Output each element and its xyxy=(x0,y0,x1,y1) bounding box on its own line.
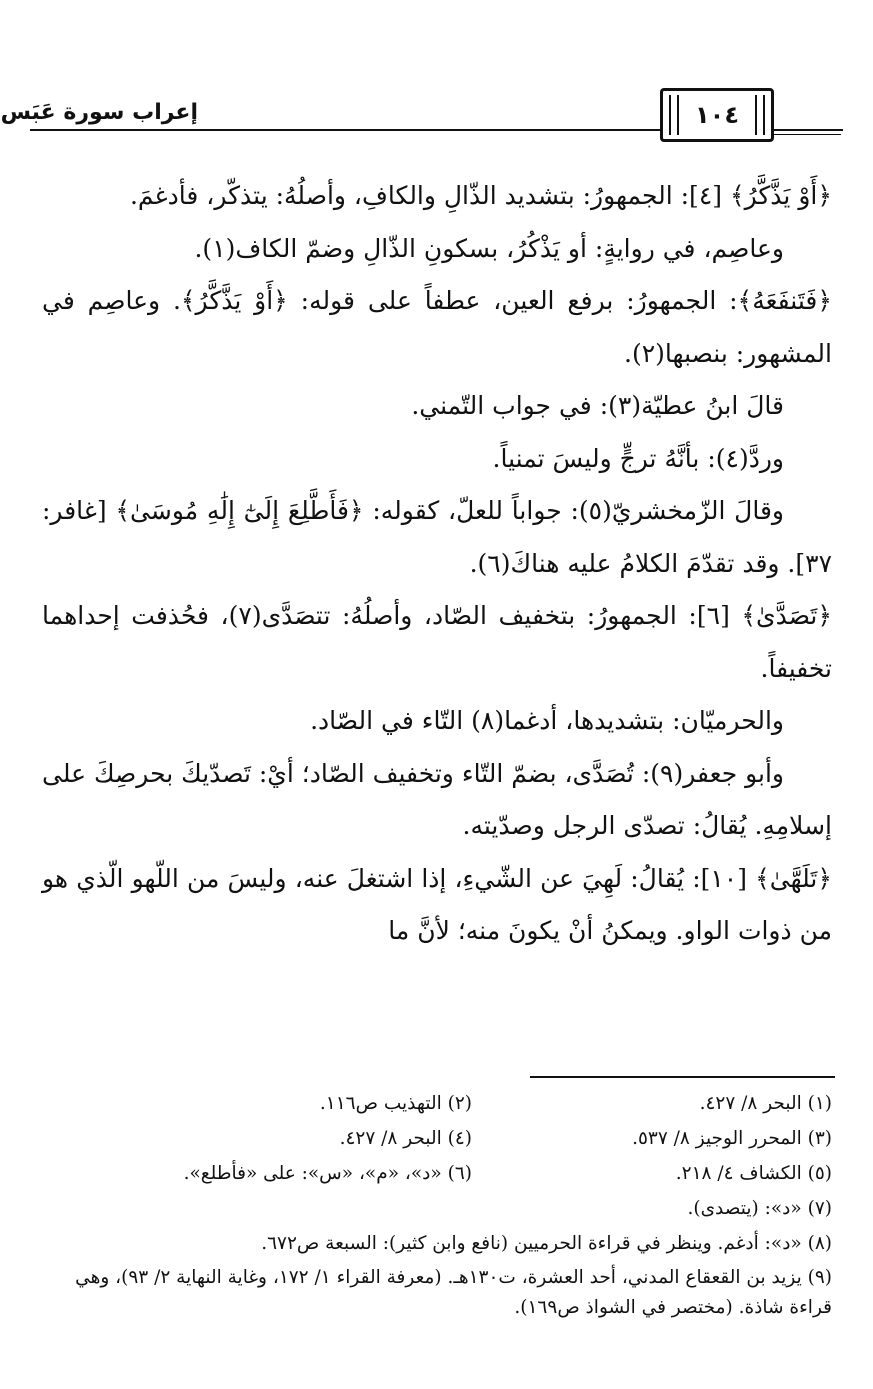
paragraph: قالَ ابنُ عطيّة(٣): في جواب التّمني. xyxy=(411,391,784,420)
footnote-row xyxy=(42,1086,832,1121)
paragraph: والحرميّان: بتشديدها، أدغما(٨) التّاء في الصّاد. xyxy=(310,706,784,735)
paragraph: وقالَ الزّمخشريّ(٥): جواباً للعلّ، كقوله: ﴿فَأَطَّلِعَ إِلَىٰٓ إِلَٰهِ مُوسَىٰ﴾ [غافر: ٣٧]. وقد تقدّمَ الكلامُ عليه هناكَ(٦). xyxy=(42,496,832,578)
paragraph: وأبو جعفر(٩): تُصَدَّى، بضمّ التّاء وتخفيف الصّاد؛ أيْ: تَصدّيكَ بحرصِكَ على إسلامِهِ. يُقالُ: تصدّى الرجل وصدّيته. xyxy=(42,758,832,840)
running-title: إعراب سورة عَبَس xyxy=(0,100,198,125)
page-number: ١٠٤ xyxy=(695,101,739,129)
paragraph: وعاصِم، في روايةٍ: أو يَذْكُرُ، بسكونِ الذّالِ وضمّ الكاف(١). xyxy=(194,233,784,263)
header-rule-secondary xyxy=(770,134,841,135)
footnote-separator xyxy=(530,1076,835,1078)
footnote-8: (٨) «د»: أدغم. وينظر في قراءة الحرميين (نافع وابن كثير): السبعة ص٦٧٢. xyxy=(261,1233,832,1254)
footnote-row xyxy=(42,1121,832,1156)
main-text xyxy=(42,170,832,958)
footnote-6: (٦) «د»، «م»، «س»: على «فأطلع». xyxy=(183,1163,472,1184)
page-number-box xyxy=(660,88,774,142)
footnotes xyxy=(42,1086,832,1323)
paragraph: ﴿تَلَهَّىٰ﴾ [١٠]: يُقالُ: لَهِيَ عن الشّيءِ، إذا اشتغلَ عنه، وليسَ من اللّهو الّذي هو من ذوات الواو. ويمكنُ أنْ يكونَ منه؛ لأنَّ ما xyxy=(42,863,832,945)
footnote-9: (٩) يزيد بن القعقاع المدني، أحد العشرة، ت١٣٠هـ. (معرفة القراء ١/ ١٧٢، وغاية النهاية ٢/ ٩٣)، وهي قراءة شاذة. (مختصر في الشواذ ص١٦٩). xyxy=(75,1267,832,1318)
footnote-7: (٧) «د»: (يتصدى). xyxy=(687,1198,832,1219)
footnote-4: (٤) البحر ٨/ ٤٢٧. xyxy=(339,1128,472,1149)
footnote-row xyxy=(42,1156,832,1191)
paragraph: ﴿تَصَدَّىٰ﴾ [٦]: الجمهورُ: بتخفيف الصّاد، وأصلُهُ: تتصَدَّى(٧)، فحُذفت إحداهما تخفيفاً. xyxy=(42,601,832,683)
footnote-3: (٣) المحرر الوجيز ٨/ ٥٣٧. xyxy=(632,1128,832,1149)
footnote-1: (١) البحر ٨/ ٤٢٧. xyxy=(699,1093,832,1114)
paragraph: ﴿أَوْ يَذَّكَّرُ﴾ [٤]: الجمهورُ: بتشديد الذّالِ والكافِ، وأصلُهُ: يتذكّر، فأدغمَ. xyxy=(129,181,832,210)
footnote-5: (٥) الكشاف ٤/ ٢١٨. xyxy=(675,1163,832,1184)
paragraph: ﴿فَتَنفَعَهُ﴾: الجمهورُ: برفع العين، عطفاً على قوله: ﴿أَوْ يَذَّكَّرُ﴾. وعاصِم في المشهور: بنصبها(٢). xyxy=(42,286,832,368)
footnote-2: (٢) التهذيب ص١١٦. xyxy=(319,1093,472,1114)
paragraph: وردَّ(٤): بأنَّهُ ترجٍّ وليسَ تمنياً. xyxy=(492,443,784,473)
